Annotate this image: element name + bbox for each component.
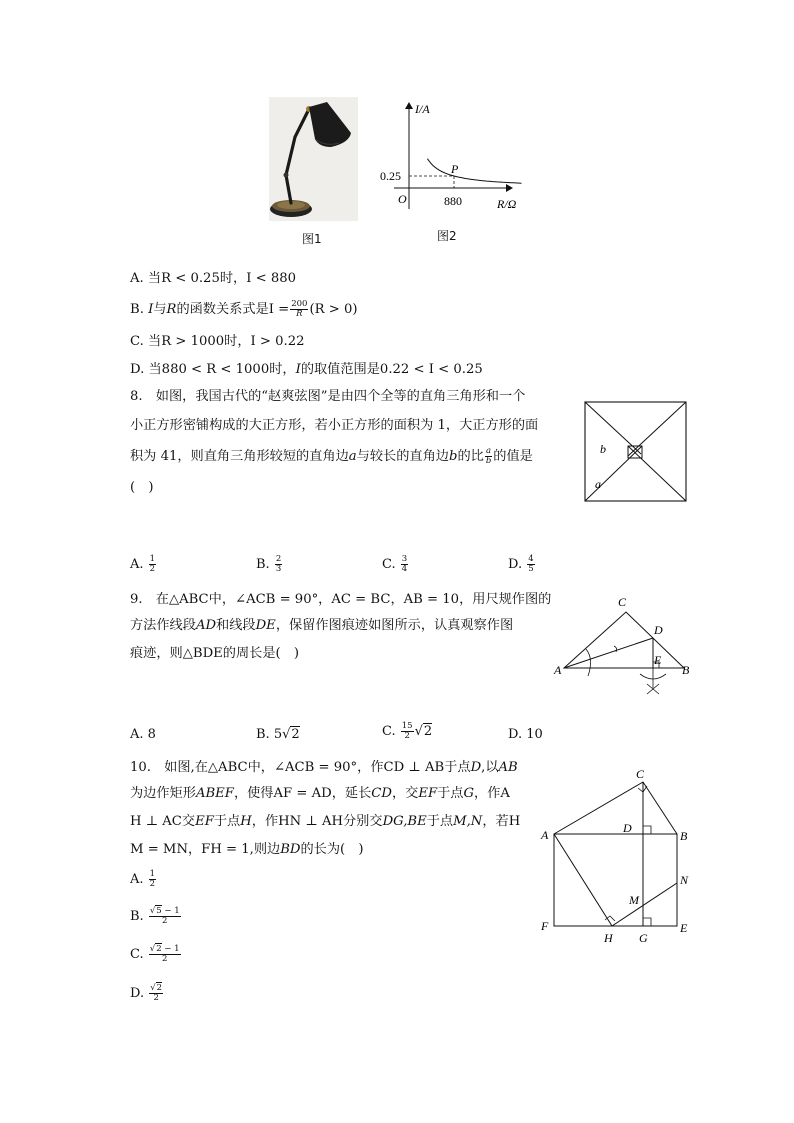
fraction: $\frac{200}{R}$ [291,299,308,319]
vertex-c: C [636,767,645,781]
zhao-shuang-figure [580,398,692,506]
fraction: $\frac{a}{b}$ [485,446,492,466]
q10-option-a[interactable]: A. $\frac{1}{2}$ [130,869,156,889]
q8-stem-line1: 8. 如图，我国古代的“赵爽弦图”是由四个全等的直角三角形和一个 [130,389,526,404]
q9-option-b[interactable]: B. 5√2 [256,727,300,742]
q8-option-c[interactable]: C. $\frac{3}{4}$ [382,554,408,574]
q10-stem-line2: 为边作矩形ABEF，使得AF = AD，延长CD，交EF于点G，作A [130,786,510,801]
q10-stem-line1: 10. 如图,在△ABC中，∠ACB = 90°，作CD ⊥ AB于点D,以AB [130,760,518,775]
q8-option-b[interactable]: B. $\frac{2}{3}$ [256,554,282,574]
q7-option-b[interactable]: B. I与R的函数关系式是I = $\frac{200}{R}$ (R > 0) [130,299,358,319]
vertex-g: G [639,931,648,945]
vertex-f: F [541,919,549,933]
q8-stem-line2: 小正方形密铺构成的大正方形，若小正方形的面积为 1，大正方形的面 [130,418,539,433]
vertex-m: M [629,893,639,907]
x-tick-label: 880 [444,194,462,208]
q8-option-a[interactable]: A. $\frac{1}{2}$ [130,554,156,574]
label-a: a [595,477,601,491]
hyperbola-curve [427,159,521,184]
q7-option-d[interactable]: D. 当880 < R < 1000时，I的取值范围是0.22 < I < 0.25 [130,362,483,377]
q8-option-d[interactable]: D. $\frac{4}{5}$ [508,554,534,574]
q10-option-b[interactable]: B. $\frac{√5 - 1}{2}$ [130,906,180,926]
lamp-photo [269,97,358,221]
q10-stem-line3: H ⊥ AC交EF于点H，作HN ⊥ AH分别交DG,BE于点M,N，若H [130,814,521,829]
q10-option-d[interactable]: D. $\frac{√2}{2}$ [130,983,163,1003]
figure2-caption: 图2 [437,229,457,243]
q7-option-c[interactable]: C. 当R > 1000时，I > 0.22 [130,334,305,349]
vertex-e: E [654,653,662,667]
vertex-h: H [604,931,613,945]
vertex-a: A [541,828,549,842]
vertex-b: B [682,663,690,677]
triangle-abc-figure [548,590,698,702]
y-tick-label: 0.25 [380,169,401,183]
q8-stem-line4: ( ) [130,480,154,495]
q9-stem-line1: 9. 在△ABC中，∠ACB = 90°，AC = BC，AB = 10，用尺规作图的 [130,592,552,607]
figure1-caption: 图1 [302,232,322,246]
y-axis-label: I/A [415,102,430,116]
q8-stem-line3: 积为 41，则直角三角形较短的直角边a与较长的直角边b的比 $\frac{a}{b}$ 的值是 [130,446,533,466]
q9-option-c[interactable]: C. $\frac{15}{2}$ √2 [382,721,433,741]
vertex-d: D [623,821,632,835]
vertex-e: E [680,921,688,935]
point-p-label: P [451,162,459,176]
vertex-n: N [680,873,689,887]
vertex-d: D [654,623,663,637]
origin-label: O [398,192,407,206]
x-axis-label: R/Ω [497,197,517,211]
q9-stem-line3: 痕迹，则△BDE的周长是( ) [130,646,300,661]
q10-stem-line4: M = MN，FH = 1,则边BD的长为( ) [130,842,364,857]
ir-graph [372,97,532,219]
q9-option-d[interactable]: D. 10 [508,727,543,742]
vertex-a: A [554,663,562,677]
q9-stem-line2: 方法作线段AD和线段DE，保留作图痕迹如图所示，认真观察作图 [130,618,514,633]
rectangle-abef-figure [535,762,700,948]
vertex-b: B [680,829,688,843]
q10-option-c[interactable]: C. $\frac{√2 - 1}{2}$ [130,944,180,964]
lamp-drawing [269,97,358,221]
q7-option-a[interactable]: A. 当R < 0.25时，I < 880 [130,271,297,286]
q9-option-a[interactable]: A. 8 [130,727,156,742]
label-b: b [600,442,606,456]
vertex-c: C [618,595,627,609]
